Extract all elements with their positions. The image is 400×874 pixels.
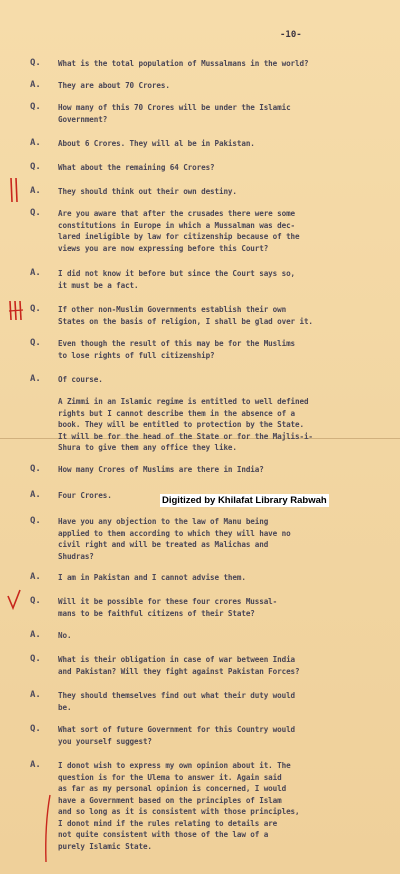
entry-label: Q. xyxy=(30,654,41,664)
page-number: -10- xyxy=(280,30,302,40)
entry-label: Q. xyxy=(30,516,41,526)
entry-text: Are you aware that after the crusades there were some constitutions in Europe in which a Mussalman was dec- lared ineligible by law for citizenship because of the views you are now expressing before this Court? xyxy=(58,209,300,253)
entry-text: What sort of future Government for this Country would you yourself suggest? xyxy=(58,725,296,746)
entry-label: Q. xyxy=(30,724,41,734)
entry-label: A. xyxy=(30,630,41,640)
entry-label: A. xyxy=(30,572,41,582)
entry-text: No. xyxy=(58,631,72,640)
entry-text: Even though the result of this may be for the Muslims to lose rights of full citizenship? xyxy=(58,339,296,360)
digitization-watermark: Digitized by Khilafat Library Rabwah xyxy=(162,495,327,506)
red-double-bar-mark xyxy=(11,178,17,202)
entry-text: Have you any objection to the law of Manu being applied to them according to which they will have no civil right and will be treated as Malichas and Shudras? xyxy=(58,517,291,561)
entry-text: How many of this 70 Crores will be under the Islamic Government? xyxy=(58,103,291,124)
entry-text: Of course. xyxy=(58,375,103,384)
entry-text: What about the remaining 64 Crores? xyxy=(58,163,215,172)
entry-text: I am in Pakistan and I cannot advise them. xyxy=(58,573,246,582)
entry-text: About 6 Crores. They will al be in Pakistan. xyxy=(58,139,255,148)
entry-text: They should themselves find out what their duty would be. xyxy=(58,691,296,712)
entry-text: What is their obligation in case of war between India and Pakistan? Will they fight against Pakistan Forces? xyxy=(58,655,300,676)
red-triple-bar-mark xyxy=(9,301,23,320)
entry-label: Q. xyxy=(30,464,41,474)
entry-label: Q. xyxy=(30,162,41,172)
entry-text: Will it be possible for these four crores Mussal- mans to be faithful citizens of their State? xyxy=(58,597,278,618)
entry-label: A. xyxy=(30,490,41,500)
entry-label: A. xyxy=(30,80,41,90)
entry-label: Q. xyxy=(30,596,41,606)
entry-text: Four Crores. xyxy=(58,491,112,500)
entry-label: A. xyxy=(30,138,41,148)
entry-label: A. xyxy=(30,268,41,278)
entry-text: They are about 70 Crores. xyxy=(58,81,170,90)
entry-label: A. xyxy=(30,690,41,700)
entry-label: A. xyxy=(30,374,41,384)
entry-label: A. xyxy=(30,760,41,770)
entry-label: A. xyxy=(30,186,41,196)
entry-text: If other non-Muslim Governments establish their own States on the basis of religion, I shall be glad over it. xyxy=(58,305,313,326)
entry-label: Q. xyxy=(30,208,41,218)
entry-text: What is the total population of Mussalmans in the world? xyxy=(58,59,309,68)
entry-label: Q. xyxy=(30,58,41,68)
entry-label: Q. xyxy=(30,338,41,348)
entry-text: I did not know it before but since the Court says so, it must be a fact. xyxy=(58,269,296,290)
entry-label: Q. xyxy=(30,304,41,314)
red-margin-line xyxy=(46,795,50,862)
entry-label: Q. xyxy=(30,102,41,112)
red-checkmark xyxy=(8,590,20,608)
entry-text: I donot wish to express my own opinion about it. The question is for the Ulema to answer it. Again said as far as my personal opinion is concerned, I would have a Government based on the principles of Islam and so long as it is consistent with those principles, I donot mind if the rules relating to details are not quite consistent with those of the law of a purely Islamic State. xyxy=(58,761,300,851)
entry-text: They should think out their own destiny. xyxy=(58,187,237,196)
entry-text: A Zimmi in an Islamic regime is entitled to well defined rights but I cannot describe them in the absence of a book. They will be entitled to protection by the State. It will be for the head of the State or for the Majlis-i- Shura to give them any office they like. xyxy=(58,397,313,452)
entry-text: How many Crores of Muslims are there in India? xyxy=(58,465,264,474)
